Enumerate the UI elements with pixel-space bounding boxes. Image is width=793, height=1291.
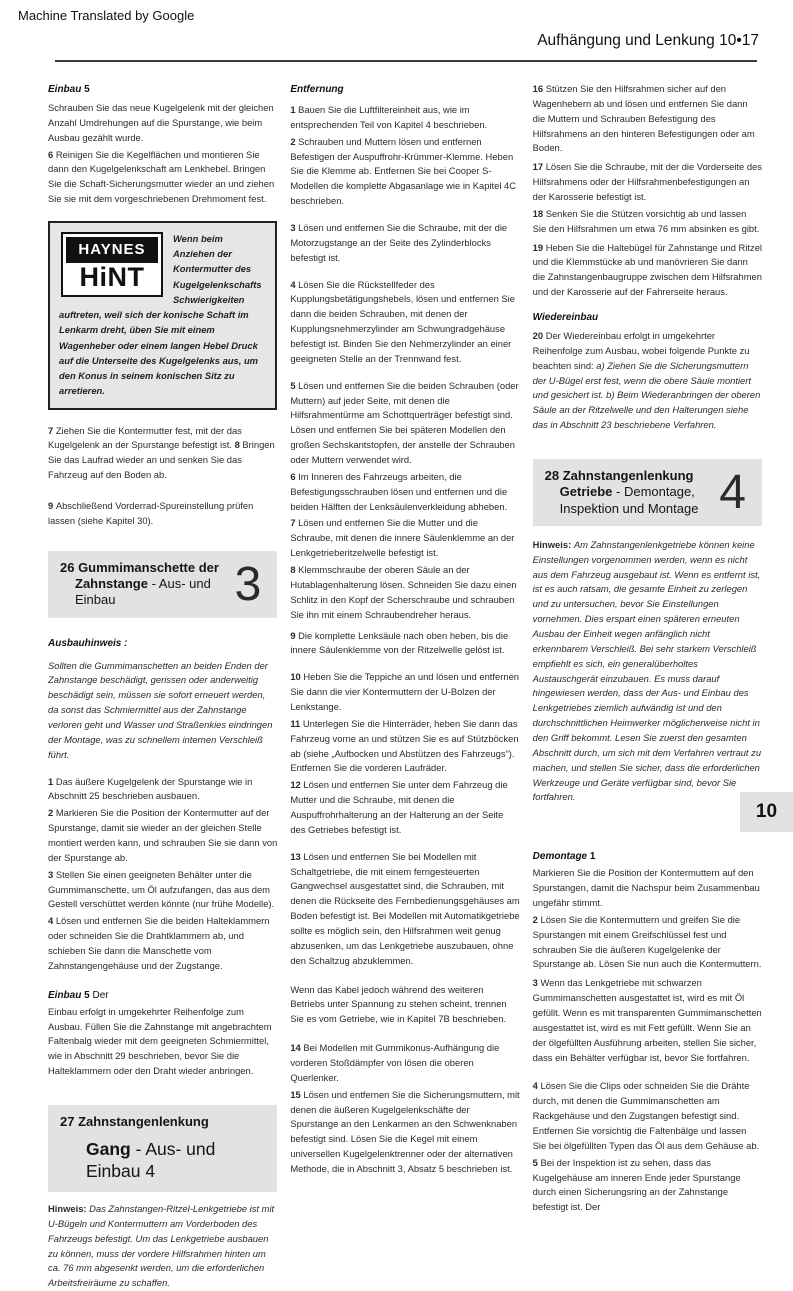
paragraph bbox=[290, 629, 519, 659]
text-segment: 6 bbox=[290, 470, 299, 482]
text-segment: Senken Sie die Stützen vorsichtig ab und lassen Sie den Hilfsrahmen um etwa 76 mm absinken es gibt. bbox=[532, 207, 760, 234]
text-segment: Lösen und entfernen Sie bei Modellen mit Schaltgetriebe, die mit einem ferngesteuerten Gangwechsel ausgestattet sind, die Schrauben, mit denen die Rückseite des Fernbedienungsgehäuses am Boden befestigt ist. Bei Modellen mit Automatikgetriebe sollte es möglich sein, den Hilfsrahmen weit genug abzusenken, um das Lenkgetriebe auszubauen, ohne den Schaltzug abzuklemmen. bbox=[290, 850, 520, 966]
text-segment: 20 bbox=[532, 330, 546, 342]
text-segment: 8 bbox=[290, 564, 299, 576]
text-segment: Lösen und entfernen Sie die beiden Halteklammern oder schneiden Sie die Drahtklammern ab, und schieben Sie dann die Manschette vom Zahnstangengehäuse und der Zugstange. bbox=[48, 915, 270, 971]
paragraph bbox=[290, 278, 519, 367]
section-number: 3 bbox=[234, 557, 262, 611]
chapter-tab-badge: 10 bbox=[740, 792, 793, 832]
text-segment: Stützen Sie den Hilfsrahmen sicher auf den Wagenhebern ab und lösen und entfernen Sie dann die Muttern und Schrauben Befestigung des Hilfsrahmens an den hinteren Befestigungen oder am Boden. bbox=[532, 83, 755, 154]
paragraph bbox=[48, 148, 277, 207]
paragraph bbox=[290, 470, 519, 515]
hint-text: Wenn beim Anziehen der Kontermutter des Kugelgelenkschafts Schwierigkeiten auftreten, weil sich der konische Schaft im Lenkarm dreht, üben Sie mit einem Wagenheber oder einem langen Hebel Druck auf die Unterseite des Kugelgelenks aus, um den Konus in seinem konischen Sitz zu arretieren. bbox=[59, 233, 262, 397]
paragraph bbox=[48, 499, 277, 529]
text-segment: Sollten die Gummimanschetten an beiden Enden der Zahnstange beschädigt, gerissen oder anderweitig beschädigt sein, müssen sie sofort erneuert werden, da sonst das Schmiermittel aus der Zahnstange verloren geht und Wasser und Straßenkies eindringen der Montage, was zu schnellem internen Verschleiß führt. bbox=[48, 659, 273, 760]
text-segment: 14 bbox=[290, 1042, 304, 1054]
text-segment: Demontage bbox=[532, 851, 588, 863]
text-segment: Reinigen Sie die Kegelflächen und montieren Sie dann den Kugelgelenkschaft am Lenkhebel. Bringen Sie die Schaft-Sicherungsmutter wieder an und ziehen Sie sie mit dem vorgeschriebenen Drehmoment fest. bbox=[48, 148, 275, 205]
text-segment: 9 bbox=[290, 629, 299, 641]
text-segment: Stellen Sie einen geeigneten Behälter unter die Gummimanschette, um Öl aufzufangen, das aus dem Gestell verschüttet werden könnte (nur frühe Modelle). bbox=[48, 868, 275, 910]
text-segment: 5 bbox=[81, 84, 90, 95]
text-segment: 12 bbox=[290, 779, 304, 791]
text-segment: Abschließend Vorderrad-Spureinstellung prüfen lassen (siehe Kapitel 30). bbox=[48, 500, 254, 526]
text-segment: Bei Modellen mit Gummikonus-Aufhängung die vorderen Stoßdämpfer von lösen die oberen Querlenker. bbox=[290, 1042, 500, 1083]
text-segment: 4 bbox=[532, 1080, 541, 1092]
text-segment: Klemmschraube der oberen Säule an der Hutablagenhalterung lösen. Schneiden Sie dazu einen Schlitz in den Kopf der Scherschraube und schrauben Sie ihn mit einem Schraubendreher heraus. bbox=[290, 564, 517, 620]
text-segment: 3 bbox=[48, 868, 56, 880]
paragraph bbox=[290, 850, 519, 969]
paragraph bbox=[290, 379, 519, 468]
section-title-box bbox=[533, 459, 762, 526]
text-segment: 4 bbox=[290, 278, 299, 290]
section-title-box bbox=[48, 551, 277, 618]
section-title-line bbox=[60, 560, 227, 576]
haynes-hint-box bbox=[48, 221, 277, 410]
paragraph bbox=[48, 914, 277, 973]
text-segment: Lösen und entfernen Sie unter dem Fahrzeug die Mutter und die Schraube, mit denen die Auspuffrohrhalterung an der Halterung an der Seite des Getriebes befestigt ist. bbox=[290, 779, 508, 835]
paragraph bbox=[533, 1156, 762, 1215]
paragraph bbox=[290, 1088, 519, 1177]
text-segment: Wenn das Kabel jedoch während des weiteren Betriebs unter Spannung zu stehen scheint, trennen Sie es vom Getriebe, wie in Kapitel 7B beschrieben. bbox=[290, 983, 507, 1025]
paragraph bbox=[48, 659, 277, 763]
text-segment: - Demontage, bbox=[612, 484, 695, 500]
text-segment: 8 bbox=[234, 439, 243, 451]
text-segment: Schrauben und Muttern lösen und entfernen Befestigen der Auspuffrohr-Krümmer-Klemme. Heben Sie die Klemme ab. Entfernen Sie bei Cooper S-Modellen die komplette Abgasanlage wie in Kapitel 4C beschrieben. bbox=[290, 135, 516, 207]
text-segment: 15 bbox=[290, 1088, 304, 1100]
text-segment: Bringen Sie das Laufrad wieder an und senken Sie das Fahrzeug auf den Boden ab. bbox=[48, 439, 275, 481]
column-1 bbox=[48, 76, 277, 1291]
text-segment: 4 bbox=[48, 915, 56, 927]
text-segment: Einbau bbox=[48, 989, 82, 1001]
paragraph bbox=[48, 1005, 277, 1079]
text-segment: Heben Sie die Haltebügel für Zahnstange und Ritzel und die Klemmstücke ab und manövrieren Sie dann die Zahnstangenbaugruppe zwischen dem Hilfsrahmen und der Karosserie auf der Fahrerseite heraus. bbox=[532, 241, 762, 298]
text-segment: Zahnstange bbox=[75, 576, 148, 591]
column-2 bbox=[290, 76, 519, 1291]
section-title-box bbox=[48, 1105, 277, 1192]
text-segment: Lösen Sie die Kontermuttern und greifen Sie die Spurstangen mit einem Greifschlüssel fest und schrauben Sie die äußeren Kugelgelenke der Spurstange ab. Lösen Sie nun auch die Kontermuttern. bbox=[532, 913, 762, 970]
text-segment: Lösen und entfernen Sie die Schraube, mit der die Motorzugstange an der Seite des Zylinderblocks befestigt ist. bbox=[290, 222, 508, 263]
text-segment: 1 bbox=[48, 775, 56, 787]
section-heading bbox=[533, 310, 762, 325]
text-segment: 11 bbox=[290, 717, 303, 729]
paragraph bbox=[290, 983, 519, 1028]
header-rule bbox=[55, 60, 757, 62]
paragraph bbox=[533, 866, 762, 911]
page-title: Aufhängung und Lenkung 10•17 bbox=[537, 32, 759, 49]
text-segment: 2 bbox=[290, 135, 299, 147]
paragraph bbox=[290, 670, 519, 715]
paragraph bbox=[533, 1079, 762, 1153]
hint-logo-text: HiNT bbox=[79, 262, 145, 293]
paragraph bbox=[290, 103, 519, 133]
text-segment: 2 bbox=[532, 913, 541, 925]
paragraph bbox=[48, 868, 277, 913]
text-segment: Getriebe bbox=[559, 484, 613, 500]
section-title-line bbox=[60, 576, 227, 609]
paragraph bbox=[290, 1041, 519, 1086]
text-segment: 1 bbox=[290, 104, 299, 115]
text-segment: 17 bbox=[532, 161, 546, 173]
text-segment: Einbau bbox=[48, 84, 82, 95]
text-segment: 1 bbox=[587, 851, 596, 863]
paragraph bbox=[533, 976, 762, 1065]
text-segment: 16 bbox=[532, 83, 546, 94]
text-segment: Inspektion und Montage bbox=[559, 500, 699, 516]
column-3 bbox=[533, 76, 762, 1291]
text-segment: Lösen Sie die Schraube, mit der die Vorderseite des Hilfsrahmens oder der Hilfsrahmenbefestigungen an der Karosserie befestigt ist. bbox=[532, 161, 762, 203]
text-segment: Entfernung bbox=[290, 84, 344, 95]
text-segment: 6 bbox=[48, 148, 56, 160]
text-segment: Markieren Sie die Position der Kontermuttern auf den Spurstangen, damit die Nachspur beim Zusammenbau ungefähr stimmt. bbox=[532, 867, 760, 908]
text-segment: Lösen Sie die Rückstellfeder des Kupplungsbetätigungshebels, lösen und entfernen Sie dann die beiden Schrauben, mit denen der Kupplungsnehmerzylinder am Schwungradgehäuse befestigt ist. Binden Sie den Nehmerzylinder an einer geeigneten Stelle an der Trennwand fest. bbox=[290, 278, 515, 364]
text-segment: 2 bbox=[48, 807, 56, 819]
text-segment: - Aus- und Einbau 4 bbox=[86, 1139, 216, 1182]
text-segment: Einbau erfolgt in umgekehrter Reihenfolge zum Ausbau. Füllen Sie die Zahnstange mit angebrachtem Faltenbalg wieder mit dem geeigneten Schmiermittel, wie in Abschnitt 29 beschrieben, bevor Sie die Halteklammern oder den Draht wieder anbringen. bbox=[48, 1005, 272, 1077]
section-heading bbox=[290, 82, 519, 97]
paragraph bbox=[533, 82, 762, 156]
text-segment: Schrauben Sie das neue Kugelgelenk mit der gleichen Anzahl Umdrehungen auf die Spurstange, wie beim Ausbau gezählt wurde. bbox=[48, 102, 274, 143]
paragraph bbox=[533, 538, 762, 805]
paragraph bbox=[533, 207, 762, 237]
haynes-logo-text: HAYNES bbox=[66, 237, 158, 263]
text-segment: 5 bbox=[81, 989, 90, 1001]
text-segment: 3 bbox=[290, 222, 299, 234]
section-number: 4 bbox=[719, 465, 746, 519]
paragraph bbox=[533, 329, 762, 433]
text-segment: Der bbox=[89, 989, 109, 1001]
text-segment: 18 bbox=[532, 207, 546, 219]
section-title-line bbox=[545, 501, 712, 517]
text-segment: Bei der Inspektion ist zu sehen, dass das Kugelgehäuse am inneren Ende jeder Spurstange durch einen Sicherungsring an der Zahnstange befestigt ist. Der bbox=[532, 1156, 741, 1213]
paragraph bbox=[48, 775, 277, 805]
text-segment: 10 bbox=[290, 671, 304, 683]
paragraph bbox=[48, 101, 277, 146]
paragraph bbox=[48, 806, 277, 865]
paragraph bbox=[533, 241, 762, 300]
section-heading bbox=[48, 82, 277, 97]
paragraph bbox=[290, 221, 519, 266]
section-heading bbox=[48, 636, 277, 651]
text-segment: Im Inneren des Fahrzeugs arbeiten, die Befestigungsschrauben lösen und entfernen und die beiden Hälften der Lenksäulenverkleidung abheben. bbox=[290, 470, 508, 512]
text-segment: 9 bbox=[48, 500, 56, 512]
text-segment: 19 bbox=[532, 241, 546, 253]
text-segment: Ausbauhinweis : bbox=[48, 637, 128, 649]
paragraph bbox=[290, 135, 519, 209]
text-segment: 28 Zahnstangenlenkung bbox=[544, 468, 694, 484]
text-segment: Lösen und entfernen Sie die Sicherungsmuttern, mit denen die äußeren Kugelgelenkschäfte der Spurstange an den Lenkarmen an den Schwenknaben befestigt sind. Lösen Sie die Kegel mit einem universellen Kugelgelenktrenner oder der alternativen Methode, die in Abschnitt 3, Absatz 5 beschrieben ist. bbox=[290, 1088, 520, 1174]
machine-translated-watermark: Machine Translated by Google bbox=[18, 8, 195, 23]
text-segment: 3 bbox=[532, 977, 541, 989]
section-title-line bbox=[545, 484, 712, 500]
paragraph bbox=[290, 516, 519, 561]
text-segment: Bauen Sie die Luftfiltereinheit aus, wie im entsprechenden Teil von Kapitel 4 beschrieben. bbox=[290, 104, 488, 130]
text-segment: Ziehen Sie die Kontermutter fest, mit der das Kugelgelenk an der Spurstange befestigt ist. bbox=[48, 424, 242, 451]
section-title-lines bbox=[60, 1114, 265, 1183]
text-segment: Lösen und entfernen Sie die beiden Schrauben (oder Muttern) auf jeder Seite, mit denen die Hilfsrahmentürme am Schottquerträger befestigt sind. Lösen und entfernen Sie bei späteren Modellen den großen Sechskantstopfen, der anstelle der Schrauben oder Muttern verwendet wird. bbox=[290, 379, 519, 466]
text-segment: Heben Sie die Teppiche an und lösen und entfernen Sie dann die vier Kontermuttern der U-Bolzen der Lenkstange. bbox=[290, 671, 519, 712]
text-segment: Das Zahnstangen-Ritzel-Lenkgetriebe ist mit U-Bügeln und Kontermuttern am Vorderboden des Fahrzeugs befestigt. Um das Lenkgetriebe ausbauen zu können, muss der vordere Hilfsrahmen hinten um ca. 76 mm abgesenkt werden, um die erforderlichen Arbeitsfreiräume zu schaffen. bbox=[48, 1202, 275, 1289]
section-heading bbox=[48, 988, 277, 1003]
paragraph bbox=[48, 1202, 277, 1291]
paragraph bbox=[290, 563, 519, 622]
three-column-body bbox=[48, 76, 762, 1291]
text-segment: Lösen Sie die Clips oder schneiden Sie die Drähte durch, mit denen die Gummimanschetten am Rackgehäuse und den Zugstangen befestigt sind. Entfernen Sie vorsichtig die Faltenbälge und lassen Sie bei ölgefüllten Typen das Öl aus dem Gehäuse ab. bbox=[532, 1080, 760, 1151]
text-segment: 26 Gummimanschette der bbox=[60, 559, 219, 575]
paragraph bbox=[48, 424, 277, 483]
haynes-hint-logo bbox=[61, 232, 163, 297]
text-segment: Lösen und entfernen Sie die Mutter und die Schraube, mit denen die innere Säulenklemme an der Lenkgetrieberitzelwelle befestigt ist. bbox=[290, 517, 515, 559]
text-segment: Das äußere Kugelgelenk der Spurstange wie in Abschnitt 25 beschrieben ausbauen. bbox=[48, 775, 253, 802]
section-title-line bbox=[60, 1139, 265, 1183]
text-segment: 7 bbox=[48, 424, 56, 436]
text-segment: Hinweis: bbox=[532, 538, 574, 550]
text-segment: 27 Zahnstangenlenkung bbox=[60, 1113, 209, 1129]
paragraph bbox=[290, 717, 519, 776]
text-segment: Der Wiedereinbau erfolgt in umgekehrter Reihenfolge zum Ausbau, wobei folgende Punkte zu beachten sind: bbox=[532, 330, 750, 371]
text-segment: 7 bbox=[290, 517, 299, 529]
text-segment: Markieren Sie die Position der Kontermutter auf der Spurstange, damit sie wieder an der gleichen Stelle montiert werden kann, und schrauben Sie sie dann von der Spurstange ab. bbox=[48, 807, 278, 863]
section-title-lines bbox=[60, 560, 227, 609]
text-segment: 5 bbox=[290, 379, 299, 391]
text-segment: 13 bbox=[290, 850, 304, 862]
text-segment: Wiedereinbau bbox=[532, 312, 599, 324]
section-title-line bbox=[545, 468, 712, 484]
section-title-lines bbox=[545, 468, 712, 517]
paragraph bbox=[533, 913, 762, 972]
text-segment: Die komplette Lenksäule nach oben heben, bis die innere Säulenklemme von der Ritzelwelle gelöst ist. bbox=[290, 629, 509, 656]
section-heading bbox=[533, 849, 762, 864]
text-segment: Hinweis: bbox=[48, 1202, 90, 1214]
text-segment: Wenn das Lenkgetriebe mit schwarzen Gummimanschetten ausgestattet ist, wird es mit Öl gefüllt. Wenn es mit transparenten Gummimanschetten ausgestattet ist, wird es mit Fett gefüllt. Wenn Sie an der ölgefüllten Ausführung arbeiten, stellen Sie sicher, dass ein Behälter verfügbar ist, bevor Sie fortfahren. bbox=[532, 977, 762, 1063]
text-segment: 5 bbox=[532, 1156, 541, 1168]
text-segment: - Aus- und Einbau bbox=[75, 576, 211, 608]
section-title-line bbox=[60, 1114, 265, 1130]
text-segment: Unterlegen Sie die Hinterräder, heben Sie dann das Fahrzeug vorne an und stützen Sie es auf Stützböcken ab (siehe „Aufbocken und Abstützen des Fahrzeugs“). Entfernen Sie die vorderen Laufräder. bbox=[290, 717, 519, 774]
text-segment: Gang bbox=[86, 1139, 131, 1160]
paragraph bbox=[533, 160, 762, 205]
text-segment: a) Ziehen Sie die Sicherungsmuttern der U-Bügel erst fest, wenn die obere Säule montiert und gesichert ist. b) Beim Wiederanbringen der oberen Säule an der Ritzelwelle und den Halterungen siehe das in Abschnitt 23 beschriebene Verfahren. bbox=[532, 359, 761, 431]
paragraph bbox=[290, 778, 519, 837]
text-segment: Am Zahnstangenlenkgetriebe können keine Einstellungen vorgenommen werden, wenn es nicht aus dem Fahrzeug ausgebaut ist. Wenn es entfernt ist, ist es auch ratsam, die gesamte Einheit zu zerlegen und zu untersuchen, bevor Sie Einstellungen vornehmen. Dies erspart einen späteren erneuten Ausbau der Einheit wegen anfänglich nicht erkennbarem Verschleiß. Bei sehr starkem Verschleiß empfiehlt es sich, ein generalüberholtes Austauschgerät einzubauen. Es muss darauf hingewiesen werden, dass der Aus- und Einbau des Lenkgetriebes ziemlich aufwändig ist und den durchschnittlichen Heimwerker möglicherweise nicht in den Griff bekommt. Lesen Sie zuerst den gesamten Abschnitt durch, um sich mit dem Verfahren vertraut zu machen, und stellen Sie sicher, dass die erforderlichen Werkzeuge und Geräte verfügbar sind, bevor Sie fortfahren. bbox=[532, 538, 762, 803]
